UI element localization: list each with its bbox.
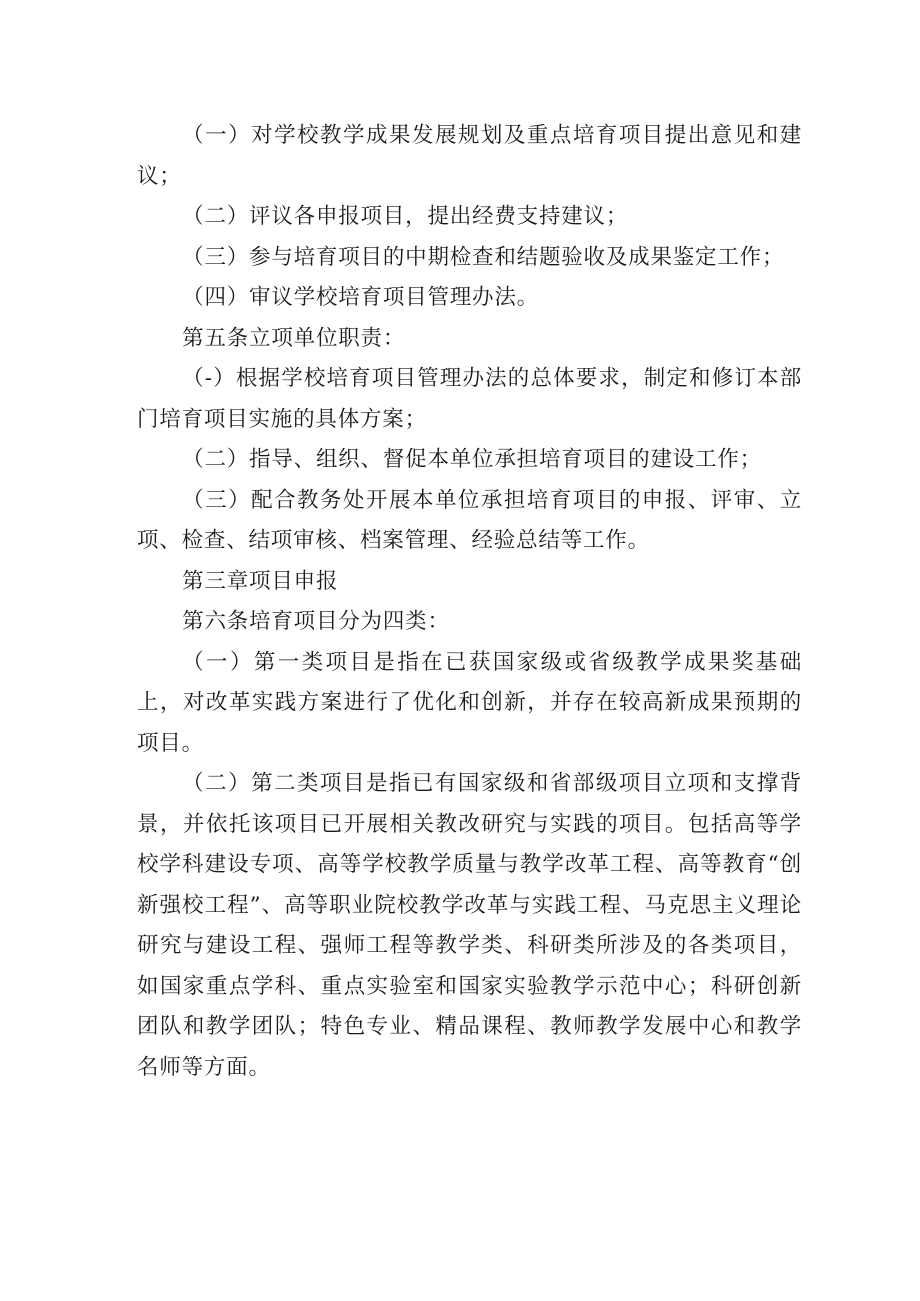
project-type-2: （二）第二类项目是指已有国家级和省部级项目立项和支撑背景，并依托该项目已开展相关教改研究与实践的项目。包括高等学校学科建设专项、高等学校教学质量与教学改革工程、高等教育“创新强校工程”、高等职业院校教学改革与实践工程、马克思主义理论研究与建设工程、强师工程等教学类、科研类所涉及的各类项目，如国家重点学科、重点实验室和国家实验教学示范中心；科研创新团队和教学团队；特色专业、精品课程、教师教学发展中心和教学名师等方面。 xyxy=(137,771,802,1080)
chapter-three-heading: 第三章项目申报 xyxy=(182,568,339,594)
paragraph-duty-3: （三）配合教务处开展本单位承担培育项目的申报、评审、立项、检查、结项审核、档案管理、经验总结等工作。 xyxy=(137,487,802,553)
paragraph-duty-2: （二）指导、组织、督促本单位承担培育项目的建设工作； xyxy=(182,447,762,472)
article-six-heading: 第六条培育项目分为四类： xyxy=(182,609,450,634)
project-type-1: （一）第一类项目是指在已获国家级或省级教学成果奖基础上，对改革实践方案进行了优化和创新，并存在较高新成果预期的项目。 xyxy=(137,649,802,756)
paragraph-item-4: （四）审议学校培育项目管理办法。 xyxy=(182,285,539,310)
paragraph-item-1: （一）对学校教学成果发展规划及重点培育项目提出意见和建议； xyxy=(137,123,802,189)
article-five-heading: 第五条立项单位职责： xyxy=(182,325,406,351)
paragraph-duty-1: （-）根据学校培育项目管理办法的总体要求，制定和修订本部门培育项目实施的具体方案； xyxy=(137,366,802,432)
document-body xyxy=(137,116,802,1088)
paragraph-item-3: （三）参与培育项目的中期检查和结题验收及成果鉴定工作； xyxy=(182,244,785,270)
paragraph-item-2: （二）评议各申报项目，提出经费支持建议； xyxy=(182,204,629,229)
